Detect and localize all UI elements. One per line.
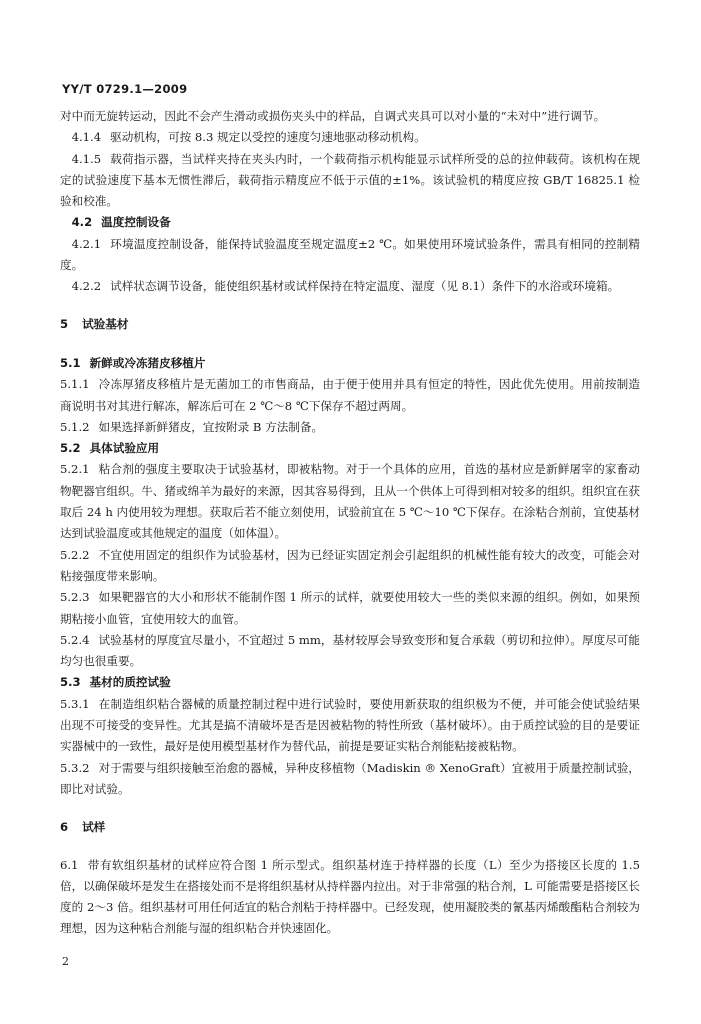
clause-4-1-4	[60, 127, 640, 148]
clause-text: 对于需要与组织接触至治愈的器械，异种皮移植物（Madiskin ® XenoGraft）宜被用于质量控制试验，即比对试验。	[60, 760, 640, 796]
clause-4-2-2	[60, 276, 640, 297]
heading-5-1	[60, 353, 640, 374]
clause-text: 试样状态调节设备，能使组织基材或试样保持在特定温度、湿度（见 8.1）条件下的水浴或环境箱。	[110, 279, 620, 294]
clause-5-2-3	[60, 587, 640, 630]
clause-text: 带有软组织基材的试样应符合图 1 所示型式。组织基材连于持样器的长度（L）至少为搭接区长度的 1.5 倍，以确保破坏是发生在搭接处而不是将组织基材从持样器内拉出。对于非常强的粘合剂，L 可能需要是搭接区长度的 2～3 倍。组织基材可用任何适宜的粘合剂粘于持样器中。已经发现，使用凝胶类的氰基丙烯酸酯粘合剂较为理想，因为这种粘合剂能与湿的组织粘合并快速固化。	[60, 857, 640, 936]
clause-4-1-5	[60, 149, 640, 213]
clause-number: 5.1.2	[60, 419, 90, 434]
heading-5-2	[60, 438, 640, 459]
clause-text: 如果靶器官的大小和形状不能制作图 1 所示的试样，就要使用较大一些的类似来源的组织。例如，如果预期粘接小血管，宜使用较大的血管。	[60, 590, 640, 626]
section-text: 试样	[82, 820, 106, 835]
heading-text: 具体试验应用	[89, 441, 160, 456]
clause-number: 5.2.2	[60, 547, 90, 562]
clause-number: 5.1.1	[60, 377, 90, 392]
clause-number: 5.3.1	[60, 696, 90, 711]
clause-6-1	[60, 855, 640, 940]
clause-5-2-4	[60, 630, 640, 673]
heading-5-3	[60, 672, 640, 693]
clause-text: 在制造组织粘合器械的质量控制过程中进行试验时，要使用新获取的组织极为不便，并可能会使试验结果出现不可接受的变异性。尤其是搞不清破坏是否是因被粘物的特性所致（基材破坏）。由于质控试验的目的是要证实器械中的一致性，最好是使用模型基材作为替代品，前提是要证实粘合剂能粘接被粘物。	[60, 696, 640, 754]
clause-number: 5.3.2	[60, 760, 90, 775]
clause-text: 不宜使用固定的组织作为试验基材，因为已经证实固定剂会引起组织的机械性能有较大的改变，可能会对粘接强度带来影响。	[60, 547, 640, 583]
clause-text: 驱动机构，可按 8.3 规定以受控的速度匀速地驱动移动机构。	[110, 130, 426, 145]
section-5-title	[60, 314, 640, 335]
clause-number: 5.2.1	[60, 462, 90, 477]
clause-number: 4.2.2	[71, 279, 102, 294]
clause-text: 如果选择新鲜猪皮，宜按附录 B 方法制备。	[98, 419, 324, 434]
section-text: 试验基材	[82, 316, 129, 331]
heading-number: 5.1	[60, 355, 81, 370]
section-number: 6	[60, 820, 69, 835]
clause-number: 6.1	[60, 857, 79, 872]
paragraph-continuation: 对中而无旋转运动，因此不会产生滑动或损伤夹头中的样品，自调式夹具可以对小量的“未对中”进行调节。	[60, 109, 606, 123]
clause-5-3-2	[60, 758, 640, 801]
clause-5-3-1	[60, 694, 640, 758]
clause-text: 试验基材的厚度宜尽量小，不宜超过 5 mm，基材较厚会导致变形和复合承载（剪切和拉伸）。厚度尽可能均匀也很重要。	[60, 632, 640, 669]
clause-number: 4.2.1	[71, 236, 102, 251]
clause-5-2-1	[60, 459, 640, 544]
section-number: 5	[60, 316, 69, 331]
heading-number: 5.2	[60, 441, 81, 456]
clause-number: 5.2.3	[60, 590, 90, 605]
clause-text: 载荷指示器，当试样夹持在夹头内时，一个载荷指示机构能显示试样所受的总的拉伸载荷。该机构在规定的试验速度下基本无惯性滞后，载荷指示精度应不低于示值的±1%。该试验机的精度应按 GB/T 16825.1 检验和校准。	[60, 151, 640, 209]
heading-text: 温度控制设备	[101, 215, 171, 230]
clause-number: 5.2.4	[60, 632, 90, 647]
clause-text: 粘合剂的强度主要取决于试验基材，即被粘物。对于一个具体的应用，首选的基材应是新鲜屠宰的家畜动物靶器官组织。牛、猪或绵羊为最好的来源，因其容易得到，且从一个供体上可得到相对较多的组织。组织宜在获取后 24 h 内使用较为理想。获取后若不能立刻使用，试验前宜在 5 ℃～10 ℃下保存。在涂粘合剂前，宜使基材达到试验温度或其他规定的温度（如体温）。	[60, 462, 640, 541]
clause-number: 4.1.5	[71, 151, 102, 166]
clause-text: 环境温度控制设备，能保持试验温度至规定温度±2 ℃。如果使用环境试验条件，需具有相同的控制精度。	[60, 236, 640, 273]
heading-text: 新鲜或冷冻猪皮移植片	[89, 355, 206, 370]
heading-number: 5.3	[60, 675, 81, 690]
page-number: 2	[62, 955, 69, 968]
clause-text: 冷冻厚猪皮移植片是无菌加工的市售商品，由于便于使用并具有恒定的特性，因此优先使用。用前按制造商说明书对其进行解冻，解冻后可在 2 ℃～8 ℃下保存不超过两周。	[60, 377, 640, 413]
clause-number: 4.1.4	[71, 130, 102, 145]
section-6-title	[60, 817, 640, 838]
clause-4-2-1	[60, 234, 640, 277]
heading-4-2	[60, 212, 640, 233]
standard-code-header: YY/T 0729.1—2009	[62, 82, 188, 96]
body-text	[60, 106, 640, 940]
heading-text: 基材的质控试验	[89, 675, 171, 690]
clause-5-2-2	[60, 545, 640, 588]
heading-number: 4.2	[71, 215, 93, 230]
clause-5-1-1	[60, 374, 640, 417]
clause-5-1-2	[60, 417, 640, 438]
